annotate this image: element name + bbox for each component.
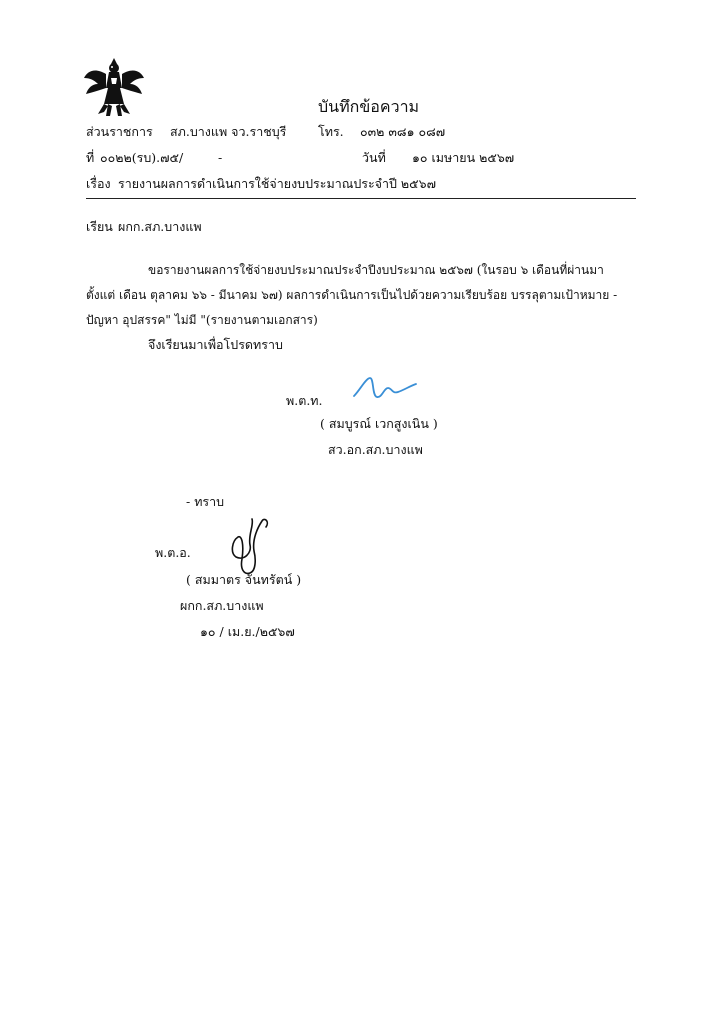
date-label: วันที่	[362, 150, 386, 165]
signer1-name: ( สมบูรณ์ เวกสูงเนิน )	[320, 416, 438, 431]
signer1-position: สว.อก.สภ.บางแพ	[328, 442, 423, 457]
header-divider	[86, 198, 636, 199]
ref-dash: -	[218, 150, 223, 165]
date-value: ๑๐ เมษายน ๒๕๖๗	[412, 150, 515, 165]
subject-label: เรื่อง	[86, 176, 111, 191]
signature-2-icon	[226, 515, 276, 579]
tel-value: ๐๓๒ ๓๘๑ ๐๘๗	[360, 124, 446, 139]
paragraph-line-3: ปัญหา อุปสรรค" ไม่มี "(รายงานตามเอกสาร)	[86, 313, 318, 327]
endorsement-date: ๑๐ / เม.ย./๒๕๖๗	[200, 624, 295, 639]
dept-value: สภ.บางแพ จว.ราชบุรี	[170, 124, 287, 139]
endorsement-rank: พ.ต.อ.	[155, 545, 191, 560]
salutation-value: ผกก.สภ.บางแพ	[118, 219, 202, 234]
salutation-label: เรียน	[86, 219, 113, 234]
ref-label: ที่	[86, 150, 95, 165]
endorsement-note: - ทราบ	[186, 494, 225, 509]
paragraph-line-1: ขอรายงานผลการใช้จ่ายงบประมาณประจำปีงบประมาณ ๒๕๖๗ (ในรอบ ๖ เดือนที่ผ่านมา	[148, 263, 604, 277]
signer1-rank: พ.ต.ท.	[286, 393, 323, 408]
paragraph-line-2: ตั้งแต่ เดือน ตุลาคม ๖๖ - มีนาคม ๖๗) ผลการดำเนินการเป็นไปด้วยความเรียบร้อย บรรลุตามเป้าหมาย -	[86, 288, 618, 302]
ref-value: ๐๐๒๒(รบ).๗๕/	[100, 150, 184, 165]
memo-title: บันทึกข้อความ	[318, 97, 420, 116]
garuda-emblem-icon	[80, 54, 148, 122]
signature-1-icon	[350, 370, 420, 404]
closing-line: จึงเรียนมาเพื่อโปรดทราบ	[148, 337, 283, 352]
tel-label: โทร.	[318, 124, 344, 139]
dept-label: ส่วนราชการ	[86, 124, 153, 139]
endorsement-name: ( สมมาตร จันทรัตน์ )	[186, 572, 302, 587]
endorsement-position: ผกก.สภ.บางแพ	[180, 598, 264, 613]
subject-value: รายงานผลการดำเนินการใช้จ่ายงบประมาณประจำปี ๒๕๖๗	[118, 176, 436, 191]
